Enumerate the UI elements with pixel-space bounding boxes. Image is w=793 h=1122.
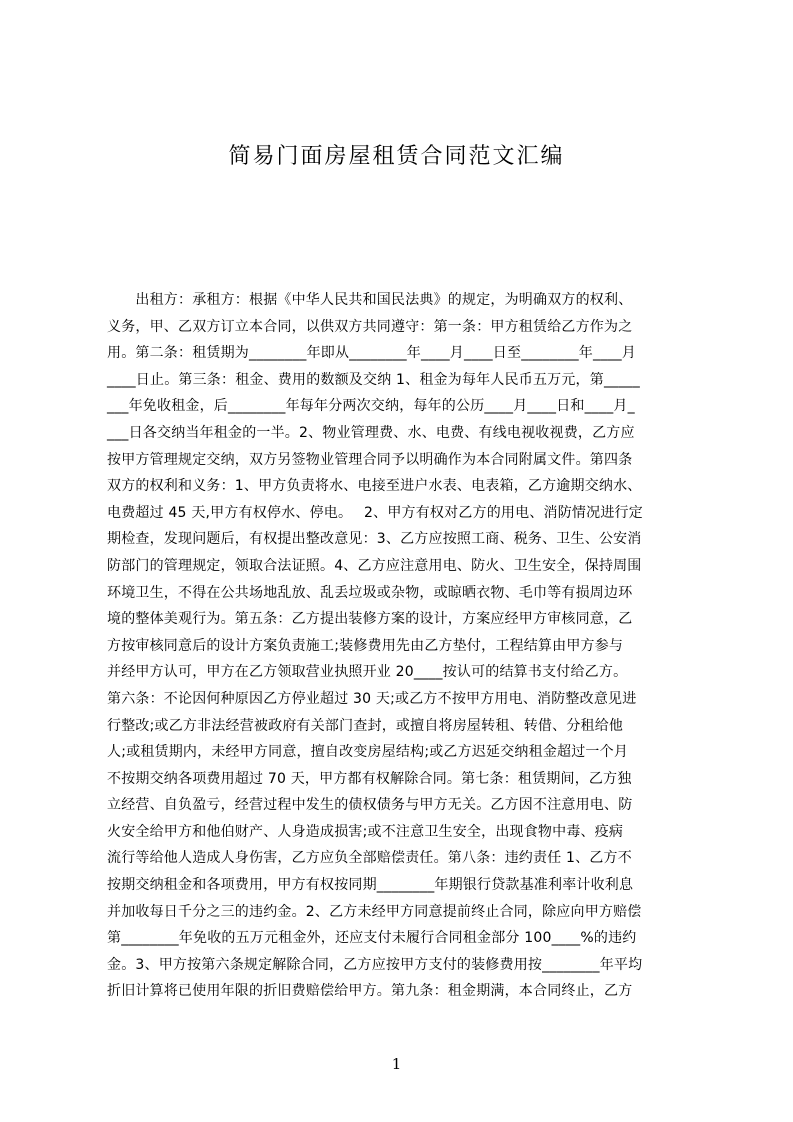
body-line: 按甲方管理规定交纳，双方另签物业管理合同予以明确作为本合同附属文件。第四条 <box>107 451 633 468</box>
body-line: 不按期交纳各项费用超过 70 天，甲方都有权解除合同。第七条：租赁期间，乙方独 <box>107 770 632 787</box>
body-line: 方按审核同意后的设计方案负责施工;装修费用先由乙方垫付，工程结算由甲方参与 <box>107 637 624 654</box>
body-line: ____日止。第三条：租金、费用的数额及交纳 1、租金为每年人民币五万元，第_____ <box>107 371 640 388</box>
body-line: 人;或租赁期内，未经甲方同意，擅自改变房屋结构;或乙方迟延交纳租金超过一个月 <box>107 744 629 761</box>
body-line: 第六条：不论因何种原因乙方停业超过 30 天;或乙方不按甲方用电、消防整改意见进 <box>107 690 637 707</box>
body-line: 双方的权利和义务：1、甲方负责将水、电接至进户水表、电表箱，乙方逾期交纳水、 <box>107 478 642 495</box>
body-line: 第________年免收的五万元租金外，还应支付未履行合同租金部分 100____%的违约 <box>107 930 637 947</box>
page-number: 1 <box>391 1055 402 1073</box>
body-line: 流行等给他人造成人身伤害，乙方应负全部赔偿责任。第八条：违约责任 1、乙方不 <box>107 850 632 867</box>
body-line: 折旧计算将已使用年限的折旧费赔偿给甲方。第九条：租金期满，本合同终止，乙方 <box>107 983 633 1000</box>
body-line: ___日各交纳当年租金的一半。2、物业管理费、水、电费、有线电视收视费，乙方应 <box>107 424 635 441</box>
body-line: 并经甲方认可，甲方在乙方领取营业执照开业 20____按认可的结算书支付给乙方。 <box>107 664 628 681</box>
body-line: 立经营、自负盈亏，经营过程中发生的债权债务与甲方无关。乙方因不注意用电、防 <box>107 797 633 814</box>
body-line: 期检查，发现问题后，有权提出整改意见：3、乙方应按照工商、税务、卫生、公安消 <box>107 531 642 548</box>
body-line: ___年免收租金，后________年每年分两次交纳，每年的公历____月____日和____月_ <box>107 398 635 415</box>
body-line: 金。3、甲方按第六条规定解除合同，乙方应按甲方支付的装修费用按________年平均 <box>107 956 643 973</box>
body-line: 火安全给甲方和他伯财产、人身造成损害;或不注意卫生安全，出现食物中毒、疫病 <box>107 823 624 840</box>
body-line: 行整改;或乙方非法经营被政府有关部门查封，或擅自将房屋转租、转借、分租给他 <box>107 717 624 734</box>
body-line: 义务，甲、乙双方订立本合同，以供双方共同遵守：第一条：甲方租赁给乙方作为之 <box>107 318 633 335</box>
body-line: 用。第二条：租赁期为________年即从________年____月____日至________年____月 <box>107 345 636 362</box>
body-line: 境的整体美观行为。第五条：乙方提出装修方案的设计，方案应经甲方审核同意，乙 <box>107 611 633 628</box>
document-title: 简易门面房屋租赁合同范文汇编 <box>228 144 565 169</box>
body-line: 防部门的管理规定，领取合法证照。4、乙方应注意用电、防火、卫生安全，保持周围 <box>107 557 642 574</box>
body-line: 按期交纳租金和各项费用，甲方有权按同期________年期银行贷款基准利率计收利息 <box>107 877 634 894</box>
body-line: 电费超过 45 天,甲方有权停水、停电。 2、甲方有权对乙方的用电、消防情况进行定 <box>107 504 643 521</box>
body-line: 并加收每日千分之三的违约金。2、乙方未经甲方同意提前终止合同，除应向甲方赔偿 <box>107 903 642 920</box>
body-line: 出租方：承租方：根据《中华人民共和国民法典》的规定，为明确双方的权利、 <box>107 292 633 308</box>
contract-body <box>107 287 698 1000</box>
body-line: 环境卫生，不得在公共场地乱放、乱丢垃圾或杂物，或晾晒衣物、毛巾等有损周边环 <box>107 584 633 601</box>
